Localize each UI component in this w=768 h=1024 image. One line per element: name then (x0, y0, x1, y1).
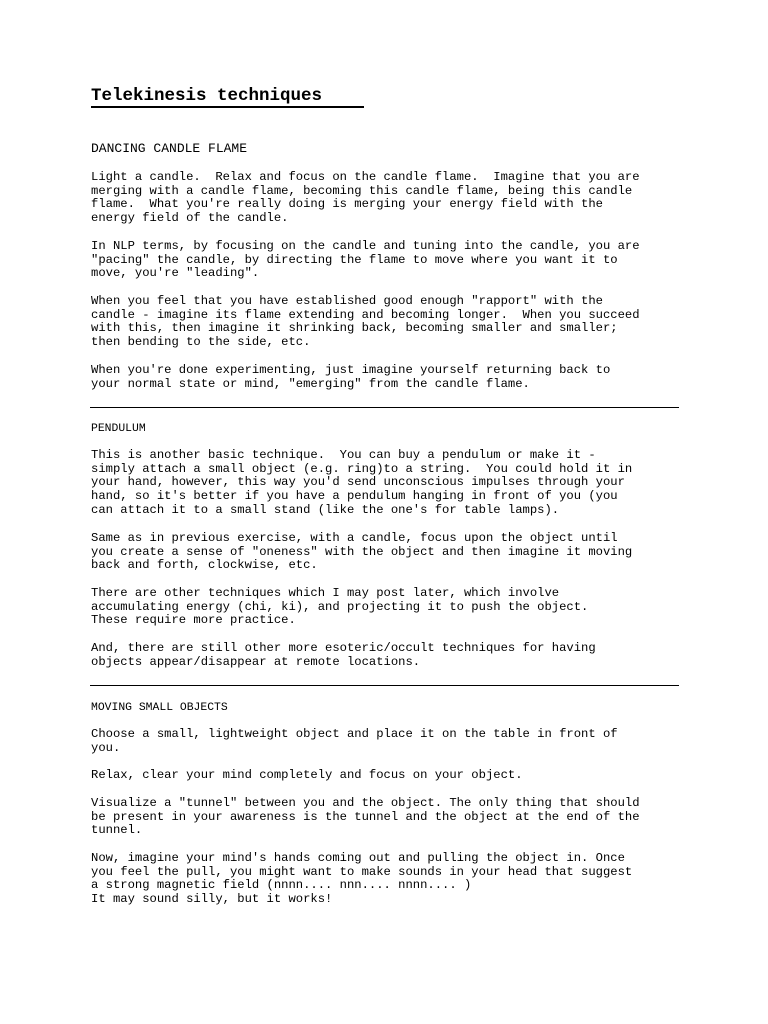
section-divider (90, 685, 679, 686)
paragraph: Now, imagine your mind's hands coming out and pulling the object in. Once you feel the pull, you might want to make sounds in your head that suggest a strong magnetic field (nnnn.... nnn.... nnnn.... ) It may sound silly, but it works! (91, 851, 633, 907)
paragraph: Same as in previous exercise, with a candle, focus upon the object until you create a sense of "oneness" with the object and then imagine it moving back and forth, clockwise, etc. (91, 531, 633, 573)
paragraph: Choose a small, lightweight object and place it on the table in front of you. (91, 727, 618, 755)
paragraph: When you're done experimenting, just imagine yourself returning back to your normal state or mind, "emerging" from the candle flame. (91, 363, 611, 391)
section-dancing-candle-flame (91, 141, 681, 391)
paragraph: Visualize a "tunnel" between you and the object. The only thing that should be present in your awareness is the tunnel and the object at the end of the tunnel. (91, 796, 640, 838)
paragraph: In NLP terms, by focusing on the candle and tuning into the candle, you are "pacing" the candle, by directing the flame to move where you want it to move, you're "leading". (91, 239, 640, 281)
section-heading: PENDULUM (91, 423, 146, 435)
section-heading: DANCING CANDLE FLAME (91, 141, 248, 156)
section-heading: MOVING SMALL OBJECTS (91, 702, 228, 714)
paragraph: Relax, clear your mind completely and focus on your object. (91, 768, 523, 782)
paragraph: When you feel that you have established good enough "rapport" with the candle - imagine its flame extending and becoming longer. When you succeed with this, then imagine it shrinking back, becoming smaller and smaller; then bending to the side, etc. (91, 294, 640, 350)
section-moving-small-objects (91, 701, 681, 907)
paragraph: Light a candle. Relax and focus on the candle flame. Imagine that you are merging with a candle flame, becoming this candle flame, being this candle flame. What you're really doing is merging your energy field with the energy field of the candle. (91, 170, 640, 226)
title-underline (91, 106, 364, 108)
paragraph: This is another basic technique. You can buy a pendulum or make it - simply attach a small object (e.g. ring)to a string. You could hold it in your hand, however, this way you'd send unconscious impulses through your hand, so it's better if you have a pendulum hanging in front of you (you can attach it to a small stand (like the one's for table lamps). (91, 448, 633, 517)
document-title: Telekinesis techniques (91, 86, 323, 106)
paragraph: There are other techniques which I may post later, which involve accumulating energy (chi, ki), and projecting it to push the object. These require more practice. (91, 586, 589, 628)
section-divider (90, 407, 679, 408)
paragraph: And, there are still other more esoteric/occult techniques for having objects appear/disappear at remote locations. (91, 641, 596, 669)
section-pendulum (91, 422, 681, 669)
